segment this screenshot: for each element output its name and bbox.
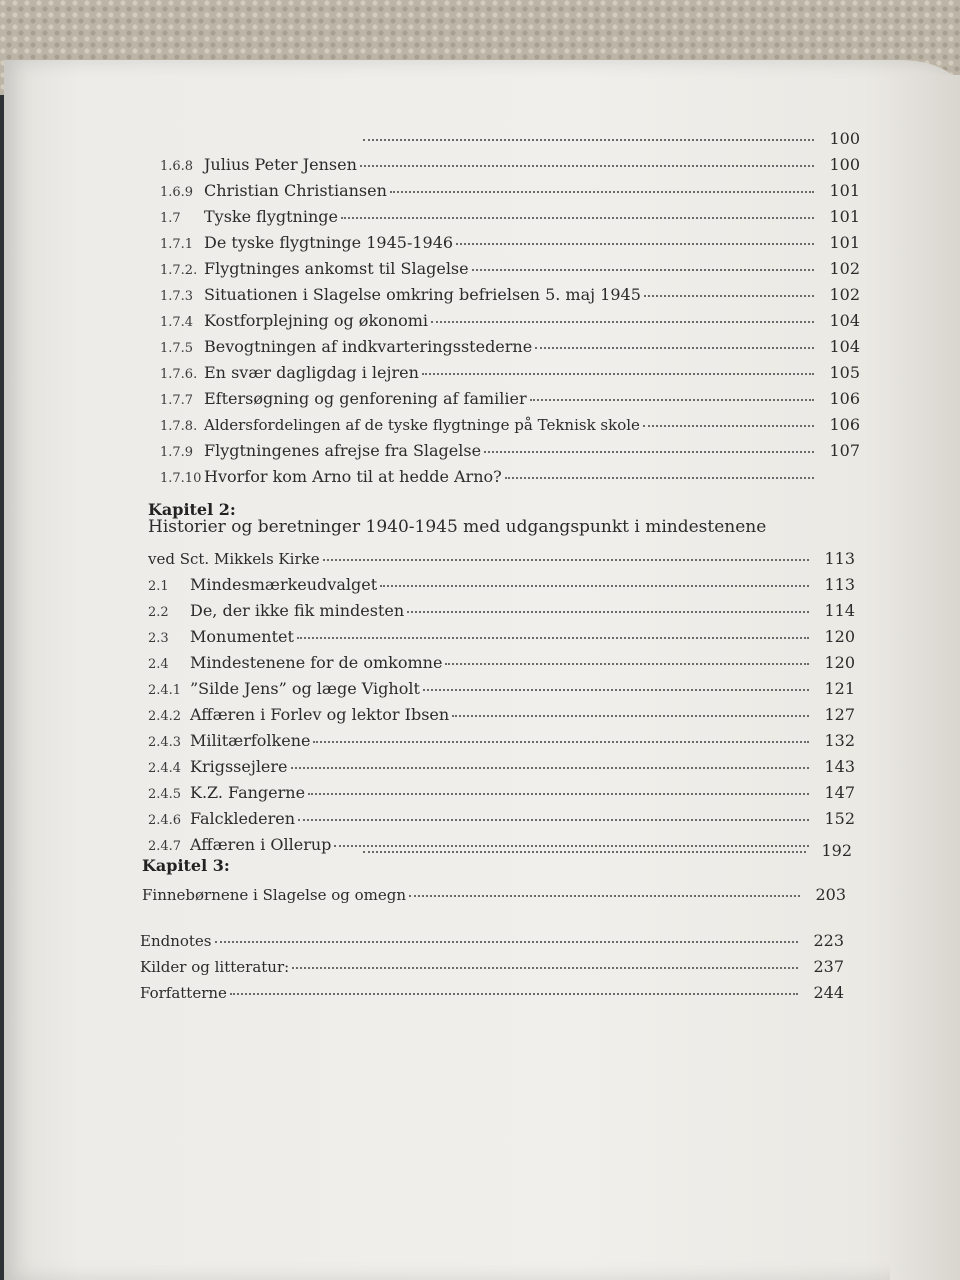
toc-page-number: 223 bbox=[813, 931, 844, 950]
toc-title: Endnotes bbox=[140, 932, 212, 950]
toc-title: Eftersøgning og genforening af familier bbox=[204, 389, 527, 408]
chapter-2-subtitle: Historier og beretninger 1940-1945 med udgangspunkt i mindestenene bbox=[148, 517, 767, 537]
toc-row bbox=[160, 310, 860, 334]
toc-row bbox=[160, 232, 860, 256]
toc-row bbox=[148, 652, 855, 676]
toc-title: En svær dagligdag i lejren bbox=[204, 363, 419, 382]
toc-page-number: 100 bbox=[829, 155, 860, 174]
toc-number: 2.4 bbox=[148, 657, 169, 672]
toc-number: 1.7.8. bbox=[160, 419, 198, 434]
toc-row bbox=[160, 154, 860, 178]
toc-page-number: 101 bbox=[829, 181, 860, 200]
toc-title: Finnebørnene i Slagelse og omegn bbox=[142, 886, 407, 904]
toc-row bbox=[148, 730, 855, 754]
toc-title: Affæren i Forlev og lektor Ibsen bbox=[190, 705, 450, 724]
toc-row bbox=[148, 678, 855, 702]
toc-row bbox=[160, 362, 860, 386]
toc-page-number: 192 bbox=[821, 841, 852, 860]
toc-page-number: 132 bbox=[824, 731, 855, 750]
toc-row bbox=[148, 548, 855, 570]
toc-number: 1.7.10 bbox=[160, 471, 202, 486]
toc-title: Krigssejlere bbox=[190, 757, 288, 776]
toc-number: 1.7.9 bbox=[160, 445, 194, 460]
toc-title: ”Silde Jens” og læge Vigholt bbox=[190, 679, 420, 698]
toc-page-number: 104 bbox=[829, 337, 860, 356]
toc-title: Mindestenene for de omkomne bbox=[190, 653, 443, 672]
toc-row bbox=[148, 574, 855, 598]
toc-page-number: 147 bbox=[824, 783, 855, 802]
toc-title: Kilder og litteratur: bbox=[140, 958, 290, 976]
toc-row bbox=[160, 414, 860, 438]
toc-page-number: 102 bbox=[829, 285, 860, 304]
toc-row bbox=[148, 756, 855, 780]
toc-title: Monumentet bbox=[190, 627, 294, 646]
chapter-2-heading: Kapitel 2: bbox=[148, 500, 236, 519]
toc-page-number: 106 bbox=[829, 415, 860, 434]
toc-title: ved Sct. Mikkels Kirke bbox=[148, 550, 320, 568]
toc-title: Tyske flygtninge bbox=[204, 207, 338, 226]
toc-title: Affæren i Ollerup bbox=[190, 835, 332, 854]
toc-page-number: 113 bbox=[824, 575, 855, 594]
toc-row bbox=[160, 258, 860, 282]
toc-row bbox=[160, 388, 860, 412]
toc-number: 1.7.1 bbox=[160, 237, 194, 252]
toc-number: 1.7.4 bbox=[160, 315, 194, 330]
toc-title: Militærfolkene bbox=[190, 731, 311, 750]
toc-number: 1.7.2. bbox=[160, 263, 198, 278]
toc-title: Julius Peter Jensen bbox=[204, 155, 357, 174]
toc-row bbox=[140, 930, 844, 952]
toc-row-leader bbox=[360, 128, 860, 150]
toc-title: De, der ikke fik mindesten bbox=[190, 601, 405, 620]
toc-row bbox=[160, 180, 860, 204]
toc-page-number: 102 bbox=[829, 259, 860, 278]
toc-page-number: 120 bbox=[824, 653, 855, 672]
toc-title: Flygtninges ankomst til Slagelse bbox=[204, 259, 469, 278]
toc-page-number: 152 bbox=[824, 809, 855, 828]
toc-row bbox=[160, 206, 860, 230]
toc-row bbox=[160, 284, 860, 308]
toc-page-number: 203 bbox=[815, 885, 846, 904]
toc-number: 2.4.3 bbox=[148, 735, 182, 750]
toc-number: 2.4.6 bbox=[148, 813, 182, 828]
toc-title: Situationen i Slagelse omkring befrielsen 5. maj 1945 bbox=[204, 285, 641, 304]
toc-page-number: 237 bbox=[813, 957, 844, 976]
toc-row bbox=[140, 956, 844, 978]
toc-row bbox=[148, 782, 855, 806]
toc-number: 1.7.6. bbox=[160, 367, 198, 382]
chapter-3-heading: Kapitel 3: bbox=[142, 856, 230, 875]
toc-number: 1.6.9 bbox=[160, 185, 194, 200]
toc-page-number: 100 bbox=[829, 129, 860, 148]
toc-page-number: 244 bbox=[813, 983, 844, 1002]
toc-row bbox=[160, 336, 860, 360]
toc-number: 1.6.8 bbox=[160, 159, 194, 174]
toc-page-number: 105 bbox=[829, 363, 860, 382]
toc-row-leader bbox=[360, 840, 852, 862]
toc-number: 1.7 bbox=[160, 211, 181, 226]
toc-title: Aldersfordelingen af de tyske flygtninge på Teknisk skole bbox=[204, 416, 640, 434]
toc-number: 2.4.4 bbox=[148, 761, 182, 776]
toc-row bbox=[148, 626, 855, 650]
toc-page-number: 101 bbox=[829, 233, 860, 252]
toc-page-number: 106 bbox=[829, 389, 860, 408]
toc-title: Hvorfor kom Arno til at hedde Arno? bbox=[204, 467, 502, 486]
toc-row bbox=[142, 884, 846, 906]
toc-row bbox=[140, 982, 844, 1004]
toc-page-number: 104 bbox=[829, 311, 860, 330]
toc-number: 2.4.2 bbox=[148, 709, 182, 724]
toc-title: Kostforplejning og økonomi bbox=[204, 311, 428, 330]
toc-number: 2.4.5 bbox=[148, 787, 182, 802]
toc-title: Falcklederen bbox=[190, 809, 296, 828]
toc-title: Christian Christiansen bbox=[204, 181, 387, 200]
toc-page-number: 113 bbox=[824, 549, 855, 568]
toc-page-number: 107 bbox=[829, 441, 860, 460]
toc-title: Bevogtningen af indkvarteringsstederne bbox=[204, 337, 533, 356]
toc-row bbox=[148, 704, 855, 728]
toc-number: 2.1 bbox=[148, 579, 169, 594]
toc-row bbox=[148, 808, 855, 832]
toc-number: 1.7.3 bbox=[160, 289, 194, 304]
toc-number: 2.4.7 bbox=[148, 839, 182, 854]
toc-page-number: 120 bbox=[824, 627, 855, 646]
toc-number: 1.7.5 bbox=[160, 341, 194, 356]
toc-number: 1.7.7 bbox=[160, 393, 194, 408]
toc-page-number: 143 bbox=[824, 757, 855, 776]
toc-title: Flygtningenes afrejse fra Slagelse bbox=[204, 441, 482, 460]
toc-page-number: 101 bbox=[829, 207, 860, 226]
toc-title: K.Z. Fangerne bbox=[190, 783, 306, 802]
toc-number: 2.3 bbox=[148, 631, 169, 646]
toc-page-number: 127 bbox=[824, 705, 855, 724]
toc-row bbox=[148, 600, 855, 624]
toc-number: 2.4.1 bbox=[148, 683, 182, 698]
toc-title: Forfatterne bbox=[140, 984, 227, 1002]
toc-row bbox=[160, 466, 860, 490]
toc-page-number: 121 bbox=[824, 679, 855, 698]
toc-page-number: 114 bbox=[824, 601, 855, 620]
toc-row bbox=[160, 440, 860, 464]
toc-title: Mindesmærkeudvalget bbox=[190, 575, 378, 594]
toc-title: De tyske flygtninge 1945-1946 bbox=[204, 233, 454, 252]
toc-number: 2.2 bbox=[148, 605, 169, 620]
